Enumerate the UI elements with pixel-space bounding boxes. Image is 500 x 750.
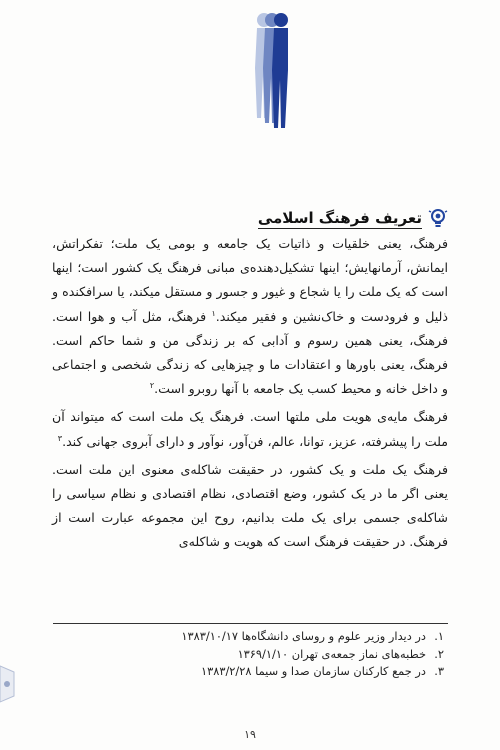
body-text: [52, 232, 448, 555]
footnote: [54, 646, 444, 664]
page-number: ۱۹: [244, 728, 256, 741]
footnote-text: خطبه‌های نماز جمعه‌ی تهران ۱۳۶۹/۱/۱۰: [237, 646, 426, 661]
lightbulb-icon: [428, 208, 448, 230]
footnote-text: در دیدار وزیر علوم و روسای دانشگاه‌ها ۱۳۸۳/۱۰/۱۷: [181, 629, 426, 643]
paragraph: فرهنگ یک ملت و یک کشور، در حقیقت شاکله‌ی معنوی این ملت است. یعنی اگر ما در یک کشور، وضع اقتصادی، نظام اقتصادی و نظام سیاسی را شاکله‌ی جسمی برای یک ملت بدانیم، روح این مجموعه عبارت است از فرهنگ. در حقیقت فرهنگ است که هویت و شاکله‌ی: [52, 461, 448, 550]
footnote-number: ۲.: [434, 646, 444, 661]
footnote-divider: [53, 623, 448, 624]
section-heading: [258, 208, 448, 230]
section-title: تعریف فرهنگ اسلامی: [257, 209, 422, 227]
footnote-number: ۳.: [434, 664, 444, 678]
silhouette-logo-icon: [248, 8, 296, 138]
footnote-ref[interactable]: ۲: [149, 381, 155, 391]
footnote: [54, 628, 444, 646]
footnote-ref[interactable]: ۱: [211, 308, 216, 318]
footnote-text: در جمع کارکنان سازمان صدا و سیما ۱۳۸۳/۲/۲۸: [200, 664, 426, 678]
footnotes: [54, 628, 444, 681]
footnote: [54, 663, 444, 681]
paragraph: فرهنگ، یعنی خلقیات و ذاتیات یک جامعه و بومی یک ملت؛ تفکراتش، ایمانش، آرمانهایش؛ اینها تشکیل‌دهنده‌ی مبانی فرهنگ یک کشور است؛ اینها است که یک ملت را یا شجاع و غیور و جسور و مستقل میکند، یا سرافکنده و ذلیل و فرودست و خاک‌نشین و فقیر میکند.$^۱$ فرهنگ، مثل آب و هوا است. فرهنگ، یعنی همین رسوم و آدابی که بر زندگی من و شما حاکم است. فرهنگ، یعنی باورها و اعتقادات ما و چیزهایی که زندگی شخصی و اجتماعی و داخل خانه و محیط کسب یک جامعه با آنها روبرو است.$^۲$: [52, 236, 448, 397]
paragraph: فرهنگ مایه‌ی هویت ملی ملتها است. فرهنگ یک ملت است که میتواند آن ملت را پیشرفته، عزیز، توانا، عالم، فن‌آور، نوآور و دارای آبروی جهانی کند.$^۳$: [52, 409, 448, 449]
side-emblem-icon: [0, 664, 18, 704]
footnote-ref[interactable]: ۳: [57, 433, 63, 443]
footnote-number: ۱.: [434, 629, 444, 643]
